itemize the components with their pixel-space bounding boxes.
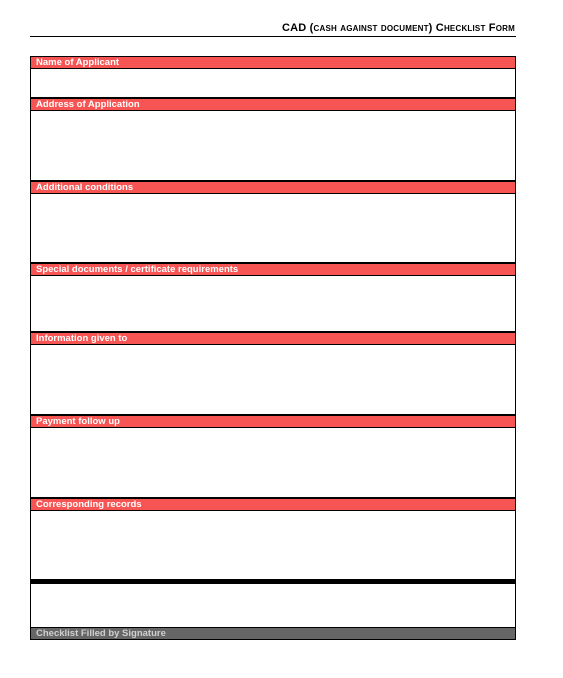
field-payment-follow-up[interactable]: [30, 428, 516, 498]
section-header-payment-follow-up: Payment follow up: [30, 415, 516, 428]
field-corresponding-records[interactable]: [30, 511, 516, 580]
checklist-form: [30, 56, 516, 640]
field-signature[interactable]: [30, 584, 516, 628]
document-title: CAD (cash against document) Checklist Form: [281, 22, 515, 34]
title-underline: [30, 36, 516, 37]
section-header-corresponding-records: Corresponding records: [30, 498, 516, 511]
field-name-of-applicant[interactable]: [30, 69, 516, 98]
field-special-documents[interactable]: [30, 276, 516, 332]
section-header-address: Address of Application: [30, 98, 516, 111]
field-additional-conditions[interactable]: [30, 194, 516, 263]
signature-label: Checklist Filled by Signature: [30, 628, 516, 640]
section-header-name-of-applicant: Name of Applicant: [30, 56, 516, 69]
section-header-special-documents: Special documents / certificate requirements: [30, 263, 516, 276]
field-address[interactable]: [30, 111, 516, 181]
section-header-additional-conditions: Additional conditions: [30, 181, 516, 194]
section-header-information-given-to: Information given to: [30, 332, 516, 345]
field-information-given-to[interactable]: [30, 345, 516, 415]
